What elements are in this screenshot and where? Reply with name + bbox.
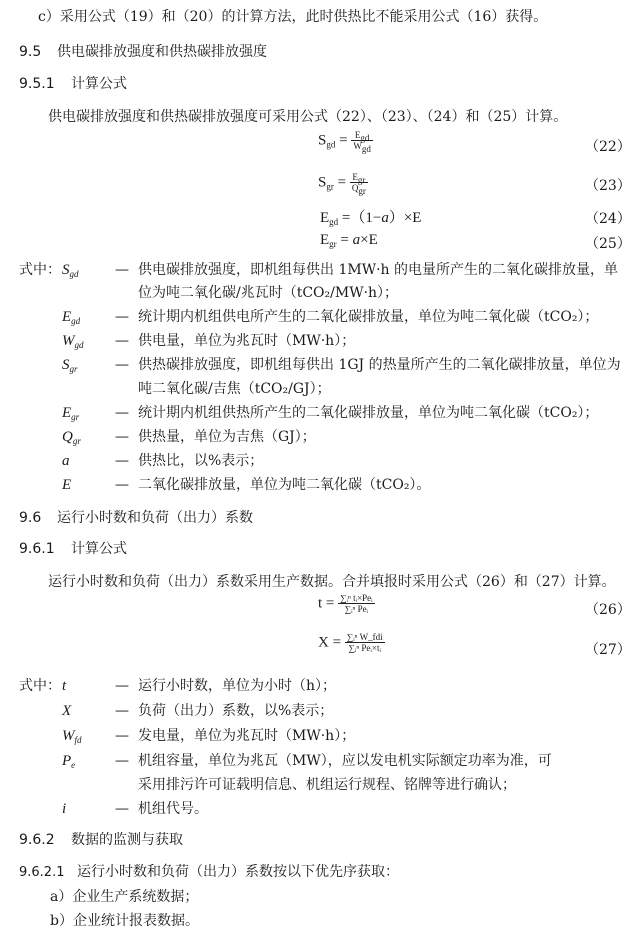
fraction: $\frac{E_{gr}}{Q_{gr}}$ [351, 172, 366, 197]
paragraph-9-6-2-1 [19, 861, 399, 881]
definition-continuation: 位为吨二氧化碳/兆瓦时（tCO₂/MW·h）； [138, 285, 399, 301]
top-line: c）采用公式（19）和（20）的计算方法，此时供热比不能采用公式（16）获得。 [38, 9, 548, 25]
section-title: 计算公式 [71, 541, 127, 557]
definition-row: $E_{gr}$ — 统计期内机组供热所产生的二氧化碳排放量，单位为吨二氧化碳（tCO₂）； [62, 405, 599, 422]
equation-number-25: （25） [585, 236, 631, 252]
section-9-6-1-heading [19, 538, 127, 558]
section-9-5-1-heading [19, 73, 127, 93]
section-number: 9.5.1 [19, 76, 55, 92]
definition-row: 式中：t — 运行小时数，单位为小时（h）； [19, 678, 337, 694]
clause-number: 9.6.2.1 [19, 865, 65, 880]
definition-continuation: 采用排污许可证载明信息、机组运行规程、铭牌等进行确认； [138, 777, 516, 793]
section-number: 9.6 [19, 510, 42, 526]
section-title: 数据的监测与获取 [71, 832, 183, 848]
clause-text: 运行小时数和负荷（出力）系数按以下优先序获取： [77, 864, 399, 880]
definition-row: $W_{gd}$ — 供电量，单位为兆瓦时（MW·h）； [62, 333, 356, 350]
equation-number-24: （24） [585, 211, 631, 227]
section-number: 9.6.1 [19, 541, 55, 557]
definition-row: $S_{gr}$ — 供热碳排放强度，即机组每供出 1GJ 的热量所产生的二氧化碳排放量，单位为 [62, 357, 621, 374]
equation-26: t = $\frac{\text{∑ᵢⁿ tᵢ×Peᵢ}}{\text{∑ᵢⁿ Peᵢ}}$ [318, 593, 373, 615]
definition-row: E — 二氧化碳排放量，单位为吨二氧化碳（tCO₂）。 [62, 477, 431, 493]
equation-number-27: （27） [585, 642, 631, 658]
section-title: 计算公式 [71, 76, 127, 92]
section-9-6-2-heading [19, 829, 183, 849]
definition-row: $W_{fd}$ — 发电量，单位为兆瓦时（MW·h）； [62, 728, 356, 745]
equation-number-23: （23） [585, 178, 631, 194]
equation-25: $E_{gr} = a\times E$ [320, 232, 378, 249]
paragraph-9-6-1: 运行小时数和负荷（出力）系数采用生产数据。合并填报时采用公式（26）和（27）计算。 [48, 574, 616, 590]
definition-row: $P_e$ — 机组容量，单位为兆瓦（MW），应以发电机实际额定功率为准，可 [62, 753, 552, 770]
list-item-b: b）企业统计报表数据。 [50, 913, 199, 929]
equation-number-22: （22） [585, 139, 631, 155]
definition-row: a — 供热比，以%表示； [62, 453, 264, 469]
section-title: 运行小时数和负荷（出力）系数 [57, 510, 253, 526]
equation-22: $S_{gd}$ = $\frac{E_{gd}}{W_{gd}}$ [318, 130, 371, 155]
equation-24: $E_{gd} =(1-a)\times E$ [320, 210, 422, 227]
section-9-6-heading [19, 507, 253, 527]
definition-row: $E_{gd}$ — 统计期内机组供电所产生的二氧化碳排放量，单位为吨二氧化碳（tCO₂）； [62, 309, 599, 326]
definition-row: $Q_{gr}$ — 供热量，单位为吉焦（GJ）； [62, 429, 316, 446]
fraction: $\frac{E_{gd}}{W_{gd}}$ [353, 130, 371, 155]
fraction: $\frac{\text{∑ᵢⁿ W\_fdi}}{\text{∑ᵢⁿ Peᵢ×tᵢ}}$ [346, 632, 383, 654]
section-number: 9.6.2 [19, 832, 55, 848]
section-9-5-heading [19, 41, 267, 61]
paragraph-9-5-1: 供电碳排放强度和供热碳排放强度可采用公式（22）、（23）、（24）和（25）计算。 [48, 109, 568, 125]
fraction: $\frac{\text{∑ᵢⁿ tᵢ×Peᵢ}}{\text{∑ᵢⁿ Peᵢ}}$ [340, 593, 373, 615]
section-title: 供电碳排放强度和供热碳排放强度 [57, 44, 267, 60]
definition-row: i — 机组代号。 [62, 801, 208, 817]
equation-23: $S_{gr}$ = $\frac{E_{gr}}{Q_{gr}}$ [318, 172, 366, 197]
definition-row: 式中：$S_{gd}$ — 供电碳排放强度，即机组每供出 1MW·h 的电量所产生的二氧化碳排放量，单 [19, 262, 618, 279]
list-item-a: a）企业生产系统数据； [50, 889, 199, 905]
definition-continuation: 吨二氧化碳/吉焦（tCO₂/GJ）； [138, 381, 331, 397]
equation-27: X = $\frac{\text{∑ᵢⁿ W\_fdi}}{\text{∑ᵢⁿ Peᵢ×tᵢ}}$ [318, 632, 383, 654]
definition-row: X — 负荷（出力）系数，以%表示； [62, 703, 334, 719]
section-number: 9.5 [19, 44, 42, 60]
equation-number-26: （26） [585, 602, 631, 618]
